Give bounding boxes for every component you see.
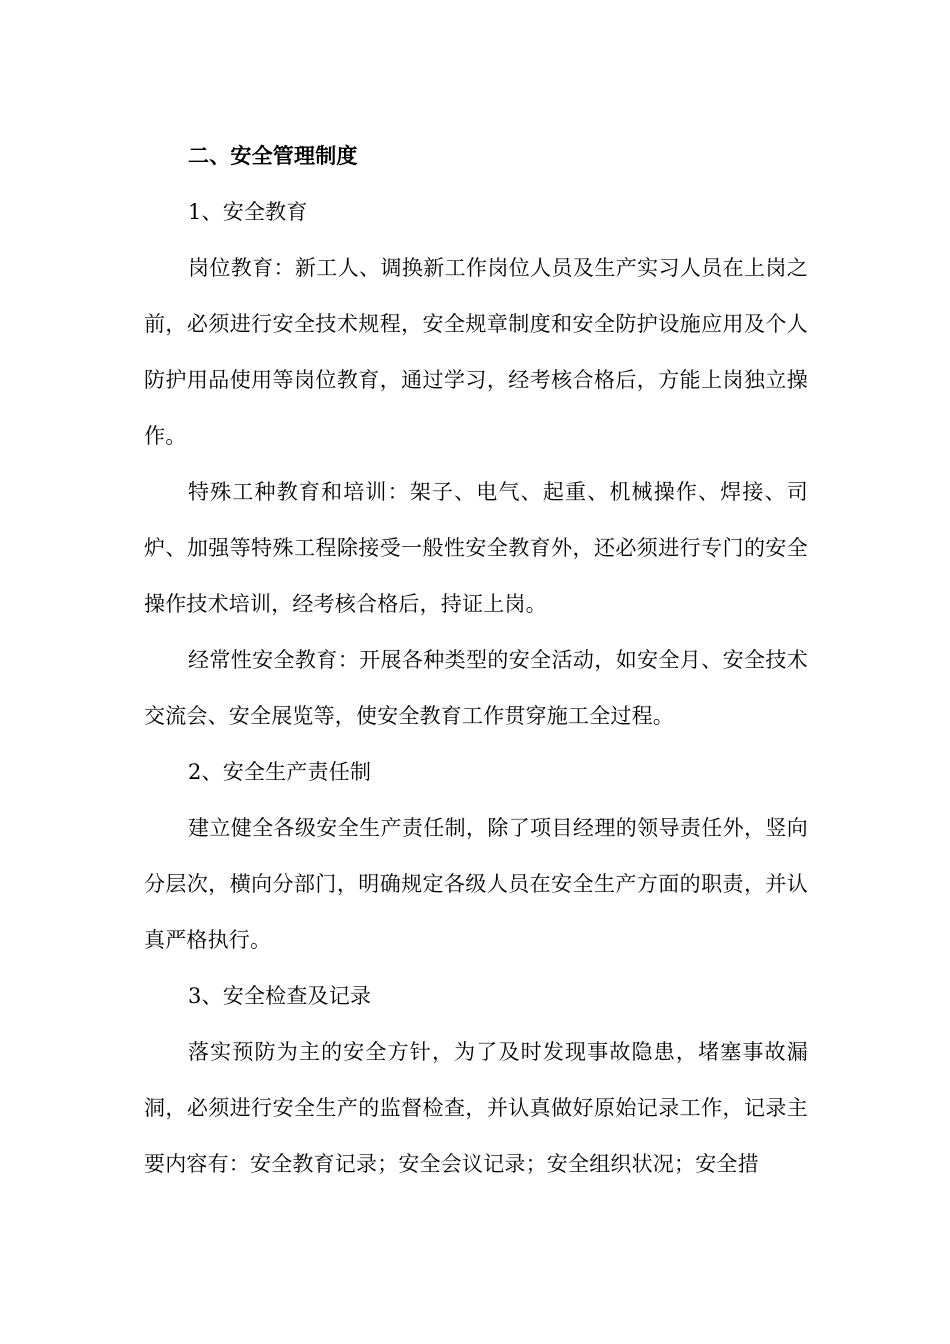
- paragraph-special-training: 特殊工种教育和培训：架子、电气、起重、机械操作、焊接、司炉、加强等特殊工程除接受一般性安全教育外，还必须进行专门的安全操作技术培训，经考核合格后，持证上岗。: [144, 480, 808, 616]
- paragraph-regular-education: 经常性安全教育：开展各种类型的安全活动，如安全月、安全技术交流会、安全展览等，使安全教育工作贯穿施工全过程。: [144, 648, 808, 728]
- section-title: 二、安全管理制度: [188, 144, 358, 168]
- subsection-heading-responsibility: 2、安全生产责任制: [188, 760, 372, 784]
- document-body: [144, 128, 808, 1192]
- paragraph-inspection: 落实预防为主的安全方针，为了及时发现事故隐患，堵塞事故漏洞，必须进行安全生产的监督检查，并认真做好原始记录工作，记录主要内容有：安全教育记录；安全会议记录；安全组织状况；安全措: [144, 1040, 808, 1176]
- paragraph-responsibility: 建立健全各级安全生产责任制，除了项目经理的领导责任外，竖向分层次，横向分部门，明确规定各级人员在安全生产方面的职责，并认真严格执行。: [144, 816, 808, 952]
- subsection-heading-safety-education: 1、安全教育: [188, 200, 308, 224]
- paragraph-post-education: 岗位教育：新工人、调换新工作岗位人员及生产实习人员在上岗之前，必须进行安全技术规程，安全规章制度和安全防护设施应用及个人防护用品使用等岗位教育，通过学习，经考核合格后，方能上岗独立操作。: [144, 256, 808, 448]
- subsection-heading-inspection: 3、安全检查及记录: [188, 984, 372, 1008]
